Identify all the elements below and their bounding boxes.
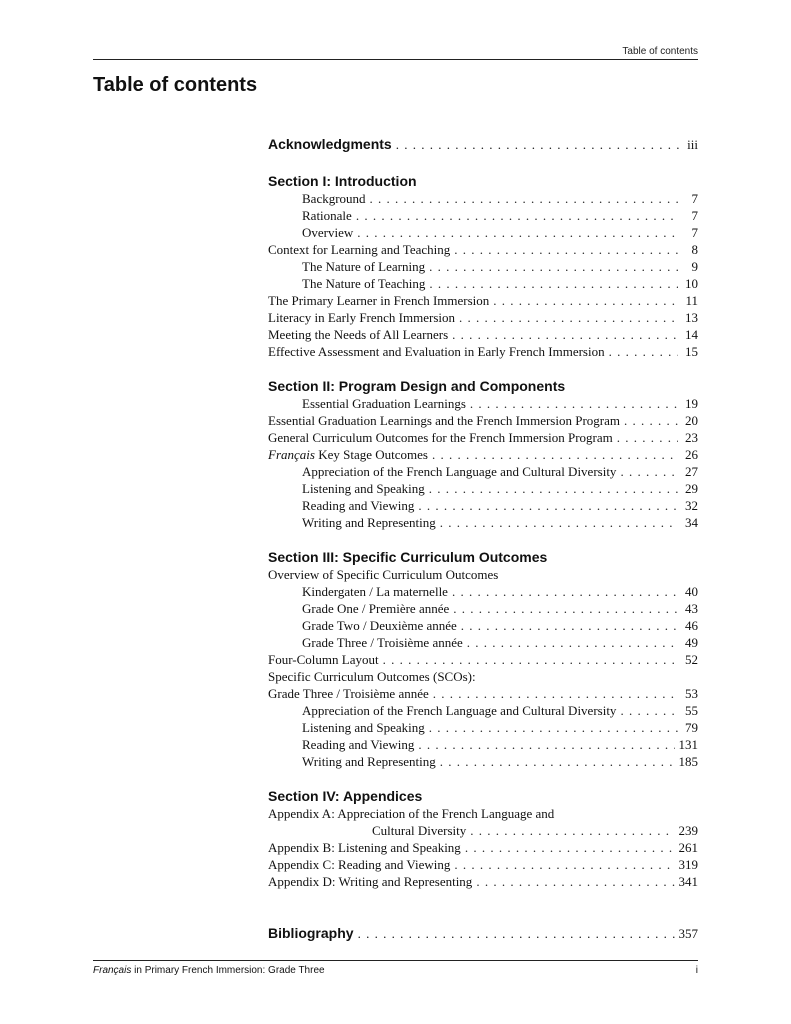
toc-entry-label: Four-Column Layout xyxy=(268,652,379,667)
toc-entry-label: Writing and Representing xyxy=(302,754,436,769)
toc-entry[interactable] xyxy=(268,873,698,890)
toc-entry-page: 19 xyxy=(685,396,698,411)
toc-entry: Appendix A: Appreciation of the French Language and xyxy=(268,806,555,821)
toc-entry[interactable] xyxy=(268,480,698,497)
dot-leader xyxy=(432,446,678,463)
toc-entry-acknowledgments[interactable] xyxy=(268,135,698,154)
toc-entry-page: 14 xyxy=(685,327,698,342)
toc-entry-label: Context for Learning and Teaching xyxy=(268,242,451,257)
toc-entry[interactable] xyxy=(268,839,698,856)
toc-entry-label: Reading and Viewing xyxy=(302,498,415,513)
dot-leader xyxy=(617,429,678,446)
dot-leader xyxy=(459,309,678,326)
toc-entry[interactable] xyxy=(268,343,698,360)
toc-entry[interactable] xyxy=(268,258,698,275)
toc-entry-label: Bibliography xyxy=(268,925,354,941)
dot-leader xyxy=(493,292,678,309)
toc-entry-page: 185 xyxy=(678,754,698,769)
toc-entry-page: 11 xyxy=(685,293,698,308)
dot-leader xyxy=(418,497,678,514)
dot-leader xyxy=(624,412,678,429)
toc-entry-page: 131 xyxy=(678,737,698,752)
running-header: Table of contents xyxy=(622,46,698,57)
toc-entry-page: 43 xyxy=(685,601,698,616)
toc-entry-page: 49 xyxy=(685,635,698,650)
toc-entry[interactable] xyxy=(268,395,698,412)
toc-entry[interactable] xyxy=(268,446,698,463)
dot-leader xyxy=(383,651,678,668)
section-title-introduction: Section I: Introduction xyxy=(268,173,417,189)
header-rule xyxy=(93,59,698,60)
toc-entry-page: 13 xyxy=(685,310,698,325)
toc-entry[interactable] xyxy=(268,292,698,309)
footer-title-rest: in Primary French Immersion: Grade Three xyxy=(131,965,325,976)
toc-entry[interactable] xyxy=(268,207,698,224)
toc-entry-label: Reading and Viewing xyxy=(302,737,415,752)
toc-entry-page: 239 xyxy=(678,823,698,838)
toc-entry-label: Grade Three / Troisième année xyxy=(302,635,463,650)
toc-entry-label xyxy=(268,446,428,463)
toc-entry[interactable] xyxy=(268,651,698,668)
toc-entry: Specific Curriculum Outcomes (SCOs): xyxy=(268,669,476,684)
toc-entry[interactable] xyxy=(268,275,698,292)
page-title: Table of contents xyxy=(93,74,258,96)
dot-leader xyxy=(461,617,678,634)
dot-leader xyxy=(470,395,678,412)
toc-entry-label: Listening and Speaking xyxy=(302,481,425,496)
toc-entry-page: 357 xyxy=(678,926,698,941)
italic-francais: Français xyxy=(93,965,132,976)
toc-entry-page: 23 xyxy=(685,430,698,445)
toc-entry-label-rest: Key Stage Outcomes xyxy=(314,447,428,462)
toc-entry-label: Meeting the Needs of All Learners xyxy=(268,327,449,342)
toc-entry-label: Appreciation of the French Language and Cultural Diversity xyxy=(302,464,617,479)
toc-entry-page: 261 xyxy=(678,840,698,855)
toc-entry-label: The Nature of Learning xyxy=(302,259,426,274)
toc-entry-label: Appreciation of the French Language and Cultural Diversity xyxy=(302,703,617,718)
toc-entry[interactable] xyxy=(268,702,698,719)
toc-entry[interactable] xyxy=(268,190,698,207)
toc-entry[interactable] xyxy=(268,634,698,651)
toc-entry-label: Appendix C: Reading and Viewing xyxy=(268,857,451,872)
dot-leader xyxy=(609,343,678,360)
toc-entry[interactable] xyxy=(268,326,698,343)
toc-entry-page: 32 xyxy=(685,498,698,513)
toc-entry-label: Essential Graduation Learnings and the French Immersion Program xyxy=(268,413,620,428)
toc-entry[interactable] xyxy=(268,241,698,258)
toc-entry-page: 20 xyxy=(685,413,698,428)
toc-entry-page: 7 xyxy=(691,191,698,206)
toc-entry-label: Overview xyxy=(302,225,354,240)
toc-entry-page: 26 xyxy=(685,447,698,462)
toc-entry-label: Writing and Representing xyxy=(302,515,436,530)
toc-entry-page: 29 xyxy=(685,481,698,496)
toc-entry-label: Cultural Diversity xyxy=(372,823,467,838)
toc-entry[interactable] xyxy=(268,429,698,446)
dot-leader xyxy=(356,207,678,224)
footer-page-number: i xyxy=(695,965,698,976)
toc-entry-page: 319 xyxy=(678,857,698,872)
dot-leader xyxy=(465,839,675,856)
toc-entry[interactable] xyxy=(268,497,698,514)
toc-entry[interactable] xyxy=(268,309,698,326)
dot-leader xyxy=(452,326,678,343)
dot-leader xyxy=(429,275,678,292)
dot-leader xyxy=(454,856,674,873)
dot-leader xyxy=(620,463,678,480)
toc-entry-label: Literacy in Early French Immersion xyxy=(268,310,455,325)
section-title-specific-outcomes: Section III: Specific Curriculum Outcomes xyxy=(268,549,548,565)
toc-entry-page: 7 xyxy=(691,208,698,223)
toc-list xyxy=(268,135,698,943)
toc-entry-page: 40 xyxy=(685,584,698,599)
toc-entry[interactable] xyxy=(268,617,698,634)
toc-entry-label: Rationale xyxy=(302,208,352,223)
dot-leader xyxy=(454,241,678,258)
toc-entry-page: 55 xyxy=(685,703,698,718)
dot-leader xyxy=(452,583,678,600)
toc-entry-label: Listening and Speaking xyxy=(302,720,425,735)
toc-entry-label: Appendix B: Listening and Speaking xyxy=(268,840,461,855)
section-title-program-design: Section II: Program Design and Components xyxy=(268,378,566,394)
toc-entry-label: Acknowledgments xyxy=(268,136,392,152)
dot-leader xyxy=(358,925,675,943)
dot-leader xyxy=(418,736,674,753)
toc-entry-label: Grade Three / Troisième année xyxy=(268,686,429,701)
toc-entry-page: 79 xyxy=(685,720,698,735)
section-title-appendices: Section IV: Appendices xyxy=(268,788,423,804)
footer-document-title xyxy=(93,965,325,976)
dot-leader xyxy=(453,600,678,617)
toc-entry[interactable] xyxy=(268,753,698,770)
toc-entry[interactable] xyxy=(268,463,698,480)
toc-entry-page: 8 xyxy=(691,242,698,257)
dot-leader xyxy=(396,136,683,154)
toc-entry-page: 10 xyxy=(685,276,698,291)
toc-entry-label: Grade One / Première année xyxy=(302,601,450,616)
toc-entry[interactable] xyxy=(268,583,698,600)
toc-entry[interactable] xyxy=(268,224,698,241)
toc-entry-label: Grade Two / Deuxième année xyxy=(302,618,457,633)
toc-entry[interactable] xyxy=(268,600,698,617)
toc-entry-page: 46 xyxy=(685,618,698,633)
toc-entry[interactable] xyxy=(268,856,698,873)
toc-entry[interactable] xyxy=(268,736,698,753)
toc-entry-page: 15 xyxy=(685,344,698,359)
toc-entry-page: 53 xyxy=(685,686,698,701)
toc-entry-label: General Curriculum Outcomes for the French Immersion Program xyxy=(268,430,613,445)
toc-entry[interactable] xyxy=(268,412,698,429)
dot-leader xyxy=(620,702,678,719)
toc-entry-bibliography[interactable] xyxy=(268,924,698,943)
toc-entry-label: Essential Graduation Learnings xyxy=(302,396,466,411)
dot-leader xyxy=(476,873,674,890)
dot-leader xyxy=(429,719,678,736)
dot-leader xyxy=(433,685,678,702)
toc-entry: Overview of Specific Curriculum Outcomes xyxy=(268,567,499,582)
toc-entry[interactable] xyxy=(268,822,698,839)
toc-entry-label: Appendix D: Writing and Representing xyxy=(268,874,473,889)
toc-entry-page: 27 xyxy=(685,464,698,479)
dot-leader xyxy=(429,480,678,497)
dot-leader xyxy=(429,258,678,275)
toc-entry-page: 52 xyxy=(685,652,698,667)
footer-rule xyxy=(93,960,698,961)
toc-entry-label: The Primary Learner in French Immersion xyxy=(268,293,490,308)
toc-entry-page: 34 xyxy=(685,515,698,530)
toc-entry-label: The Nature of Teaching xyxy=(302,276,426,291)
dot-leader xyxy=(440,753,675,770)
toc-entry-label: Effective Assessment and Evaluation in Early French Immersion xyxy=(268,344,605,359)
toc-entry-label: Background xyxy=(302,191,366,206)
toc-entry[interactable] xyxy=(268,514,698,531)
italic-francais: Français xyxy=(268,447,315,462)
toc-entry-page: 9 xyxy=(691,259,698,274)
toc-entry-page: 7 xyxy=(691,225,698,240)
dot-leader xyxy=(467,634,678,651)
toc-entry-label: Kindergaten / La maternelle xyxy=(302,584,448,599)
dot-leader xyxy=(357,224,678,241)
toc-entry[interactable] xyxy=(268,719,698,736)
dot-leader xyxy=(440,514,678,531)
dot-leader xyxy=(370,190,678,207)
toc-entry-page: 341 xyxy=(678,874,698,889)
toc-entry[interactable] xyxy=(268,685,698,702)
toc-entry-page: iii xyxy=(687,137,698,152)
dot-leader xyxy=(470,822,674,839)
